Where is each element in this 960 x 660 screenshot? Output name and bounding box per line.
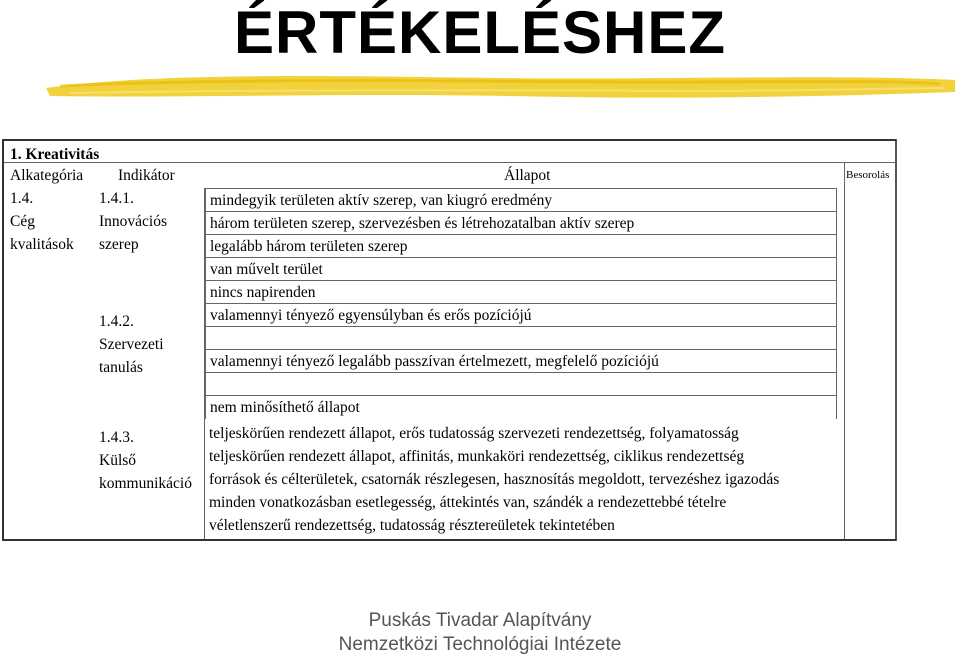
indicator-2-line1: Szervezeti [99, 336, 164, 353]
state-row: források és célterületek, csatornák részlegesen, hasznosítás megoldott, tervezéshez igazodás [209, 471, 780, 488]
footer-line2: Nemzetközi Technológiai Intézete [338, 634, 622, 655]
header-state: Állapot [504, 167, 551, 184]
section-title: 1. Kreativitás [10, 146, 100, 163]
indicator-3-line2: kommunikáció [99, 475, 192, 492]
state-row: véletlenszerű rendezettség, tudatosság résztereületek tekintetében [209, 517, 615, 534]
indicator-2-number: 1.4.2. [99, 313, 134, 330]
indicator-1-line2: szerep [99, 236, 139, 253]
highlighter-stroke [40, 66, 960, 106]
state-row: nem minősíthető állapot [205, 395, 837, 419]
state-row: nincs napirenden [205, 280, 837, 304]
state-row-empty [205, 372, 837, 396]
category-line1: Cég [10, 213, 35, 230]
header-category: Alkategória [10, 167, 84, 184]
indicator-1-line1: Innovációs [99, 213, 168, 230]
divider [844, 162, 845, 539]
state-row: mindegyik területen aktív szerep, van kiugró eredmény [205, 188, 837, 212]
header-indicator: Indikátor [118, 167, 175, 184]
slide-title: ÉRTÉKELÉSHEZ [233, 0, 727, 66]
state-row-empty [205, 326, 837, 350]
state-row: valamennyi tényező egyensúlyban és erős pozíciójú [205, 303, 837, 327]
header-rating: Besorolás [846, 169, 890, 181]
indicator-2-line2: tanulás [99, 359, 143, 376]
state-row: három területen szerep, szervezésben és létrehozatalban aktív szerep [205, 211, 837, 235]
category-line2: kvalitások [10, 236, 74, 253]
indicator-3-line1: Külső [99, 452, 137, 469]
state-row: teljeskörűen rendezett állapot, affinitás, munkaköri rendezettség, ciklikus rendezettség [209, 448, 745, 465]
footer-line1: Puskás Tivadar Alapítvány [368, 610, 592, 631]
state-row: teljeskörűen rendezett állapot, erős tudatosság szervezeti rendezettség, folyamatosság [209, 425, 739, 442]
state-row: minden vonatkozásban esetlegesség, áttekintés van, szándék a rendezettebbé tételre [209, 494, 727, 511]
category-number: 1.4. [10, 190, 34, 207]
indicator-1-number: 1.4.1. [99, 190, 134, 207]
state-row: valamennyi tényező legalább passzívan értelmezett, megfelelő pozíciójú [205, 349, 837, 373]
state-row: legalább három területen szerep [205, 234, 837, 258]
divider [204, 188, 205, 539]
divider [4, 162, 895, 163]
state-row: van művelt terület [205, 257, 837, 281]
indicator-3-number: 1.4.3. [99, 429, 134, 446]
evaluation-table [2, 139, 897, 541]
